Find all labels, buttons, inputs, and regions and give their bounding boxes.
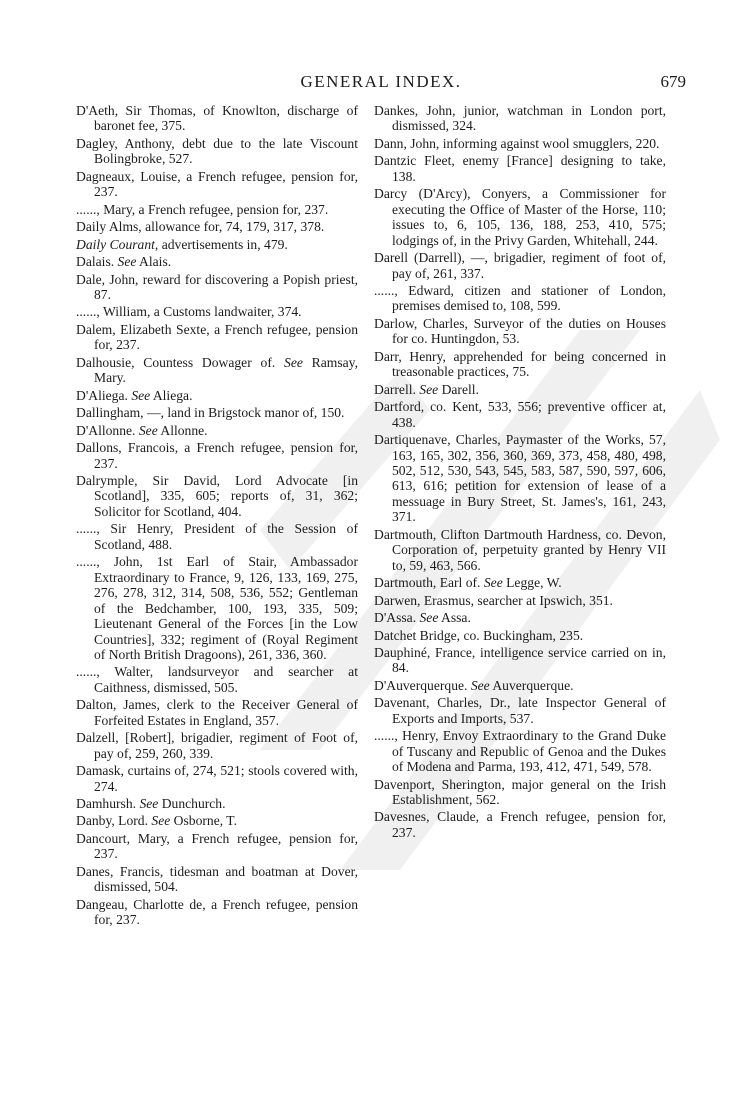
entry-text: Dartmouth, Earl of. xyxy=(374,575,484,591)
index-entry xyxy=(76,169,358,200)
entry-text: ......, Edward, citizen and stationer of London, premises demised to, 108, 599. xyxy=(374,282,666,314)
index-entry xyxy=(374,349,666,380)
entry-reference-text: Osborne, T. xyxy=(170,813,237,829)
entry-text: Damhursh. xyxy=(76,796,140,812)
index-entry xyxy=(374,628,666,643)
index-entry xyxy=(374,432,666,525)
entry-text: Dalzell, [Robert], brigadier, regiment of Foot of, pay of, 259, 260, 339. xyxy=(76,730,358,761)
entry-text: Dancourt, Mary, a French refugee, pension for, 237. xyxy=(76,830,358,862)
entry-text: Damask, curtains of, 274, 521; stools covered with, 274. xyxy=(76,763,358,794)
index-entry xyxy=(76,796,358,811)
entry-text: ......, William, a Customs landwaiter, 374. xyxy=(76,304,302,320)
entry-text: Darr, Henry, apprehended for being concerned in treasonable practices, 75. xyxy=(374,348,666,380)
index-entry xyxy=(374,250,666,281)
index-column-left xyxy=(76,103,358,930)
index-entry xyxy=(76,521,358,552)
index-entry xyxy=(374,777,666,808)
entry-text: ......, Walter, landsurveyor and searcher at Caithness, dismissed, 505. xyxy=(76,664,358,695)
index-entry xyxy=(76,202,358,217)
index-entry xyxy=(76,697,358,728)
index-entry xyxy=(374,186,666,248)
entry-text: Davenport, Sherington, major general on the Irish Establishment, 562. xyxy=(374,776,666,808)
see-reference: See xyxy=(117,254,137,270)
entry-text: ......, Mary, a French refugee, pension for, 237. xyxy=(76,201,329,217)
see-reference: See xyxy=(138,422,158,438)
index-entry xyxy=(374,399,666,430)
index-entry xyxy=(76,304,358,319)
see-reference: See xyxy=(483,575,503,591)
entry-text: Dann, John, informing against wool smugglers, 220. xyxy=(374,135,660,151)
entry-text: Dale, John, reward for discovering a Popish priest, 87. xyxy=(76,271,358,302)
index-column-right xyxy=(374,103,666,842)
entry-text: Darcy (D'Arcy), Conyers, a Commissioner for executing the Office of Master of the Horse, 110; issues to, 6, 105, 136, 188, 253, 410, 575; lodgings of, in the Privy Garden, Whitehall, 244. xyxy=(374,186,666,248)
see-reference: See xyxy=(419,610,439,626)
entry-text: Dartiquenave, Charles, Paymaster of the Works, 57, 163, 165, 302, 356, 360, 369, 373, 458, 480, 498, 502, 512, 530, 543, 545, 583, 587, 590, 597, 606, 613, 616; petition for extension of lease of a messuage in Bury Street, St. James's, 161, 243, 371. xyxy=(374,432,666,525)
entry-text: D'Auverquerque. xyxy=(374,677,471,693)
index-entry xyxy=(76,440,358,471)
index-entry xyxy=(374,382,666,397)
index-entry xyxy=(374,136,666,151)
page-number: 679 xyxy=(660,72,686,91)
entry-text: ......, Henry, Envoy Extraordinary to the Grand Duke of Tuscany and Republic of Genoa and the Dukes of Modena and Parma, 193, 412, 471, 549, 578. xyxy=(374,728,666,775)
see-reference: See xyxy=(139,796,159,812)
index-entry xyxy=(374,678,666,693)
entry-reference-text: Allonne. xyxy=(157,422,208,438)
index-entry xyxy=(76,388,358,403)
index-entry xyxy=(374,728,666,774)
index-entry xyxy=(76,237,358,252)
index-entry xyxy=(76,254,358,269)
index-entry xyxy=(374,316,666,347)
running-head: GENERAL INDEX. xyxy=(300,72,462,91)
entry-text: Dartmouth, Clifton Dartmouth Hardness, co. Devon, Corporation of, perpetuity granted by Henry VII to, 59, 463, 566. xyxy=(374,526,666,573)
entry-text: Dartford, co. Kent, 533, 556; preventive officer at, 438. xyxy=(374,399,666,430)
entry-text: Davesnes, Claude, a French refugee, pension for, 237. xyxy=(374,809,666,840)
see-reference: See xyxy=(419,381,439,397)
entry-text: ......, John, 1st Earl of Stair, Ambassador Extraordinary to France, 9, 126, 133, 169, 275, 276, 278, 312, 314, 508, 536, 552; Gentleman of the Bedchamber, 100, 193, 335, 509; Lieutenant General of the Forces [in the Low Countries], 332; regiment of (Royal Regiment of North British Dragoons), 261, 336, 360. xyxy=(76,554,358,662)
entry-reference-text: Legge, W. xyxy=(502,575,562,591)
index-entry xyxy=(76,763,358,794)
entry-reference-text: Assa. xyxy=(438,610,471,626)
entry-text: Dauphiné, France, intelligence service carried on in, 84. xyxy=(374,644,666,676)
entry-text: Danby, Lord. xyxy=(76,813,152,829)
index-entry xyxy=(374,103,666,134)
index-entry xyxy=(374,645,666,676)
page-header xyxy=(76,72,686,96)
index-entry xyxy=(374,610,666,625)
entry-reference-text: Alais. xyxy=(136,254,172,270)
entry-text: Daily Alms, allowance for, 74, 179, 317, 378. xyxy=(76,219,325,235)
see-reference: See xyxy=(131,387,151,403)
entry-text: Darlow, Charles, Surveyor of the duties on Houses for co. Huntingdon, 53. xyxy=(374,315,666,347)
entry-text: Datchet Bridge, co. Buckingham, 235. xyxy=(374,627,584,643)
see-reference: See xyxy=(470,677,490,693)
entry-text: Dalais. xyxy=(76,254,118,270)
index-entry xyxy=(76,730,358,761)
entry-text: Davenant, Charles, Dr., late Inspector General of Exports and Imports, 537. xyxy=(374,695,666,726)
index-entry xyxy=(76,355,358,386)
index-entry xyxy=(76,831,358,862)
index-entry xyxy=(374,575,666,590)
entry-text: D'Assa. xyxy=(374,610,420,626)
index-entry xyxy=(76,136,358,167)
entry-text: Dalrymple, Sir David, Lord Advocate [in Scotland], 335, 605; reports of, 31, 362; Solicitor for Scotland, 404. xyxy=(76,472,358,519)
entry-text: Dagley, Anthony, debt due to the late Viscount Bolingbroke, 527. xyxy=(76,135,358,167)
index-entry xyxy=(76,219,358,234)
index-entry xyxy=(76,864,358,895)
index-entry xyxy=(76,103,358,134)
entry-text: Dalhousie, Countess Dowager of. xyxy=(76,354,285,370)
see-reference: See xyxy=(284,354,303,370)
entry-text: D'Aeth, Sir Thomas, of Knowlton, discharge of baronet fee, 375. xyxy=(76,103,358,134)
index-entry xyxy=(76,897,358,928)
entry-text: Dalton, James, clerk to the Receiver General of Forfeited Estates in England, 357. xyxy=(76,697,358,728)
index-entry xyxy=(76,554,358,662)
entry-text: D'Allonne. xyxy=(76,422,139,438)
index-entry xyxy=(76,322,358,353)
entry-text: D'Aliega. xyxy=(76,387,132,403)
entry-reference-text: Ramsay, Mary. xyxy=(94,354,358,386)
entry-text: Darrell. xyxy=(374,381,420,397)
entry-reference-text: Darell. xyxy=(438,381,479,397)
index-entry xyxy=(76,473,358,519)
index-entry xyxy=(76,405,358,420)
entry-text: Darwen, Erasmus, searcher at Ipswich, 351. xyxy=(374,592,613,608)
entry-text: Dangeau, Charlotte de, a French refugee, pension for, 237. xyxy=(76,896,358,928)
index-entry xyxy=(76,813,358,828)
entry-text: ......, Sir Henry, President of the Session of Scotland, 488. xyxy=(76,521,358,552)
index-entry xyxy=(374,809,666,840)
index-entry xyxy=(374,593,666,608)
index-entry xyxy=(76,423,358,438)
entry-reference-text: Auverquerque. xyxy=(489,677,574,693)
entry-text: Danes, Francis, tidesman and boatman at Dover, dismissed, 504. xyxy=(76,863,358,895)
entry-text: Dallingham, —, land in Brigstock manor of, 150. xyxy=(76,405,345,421)
entry-text: Darell (Darrell), —, brigadier, regiment of foot of, pay of, 261, 337. xyxy=(374,250,666,281)
entry-text: Dagneaux, Louise, a French refugee, pension for, 237. xyxy=(76,168,358,200)
index-entry xyxy=(374,153,666,184)
index-entry xyxy=(374,695,666,726)
index-entry xyxy=(76,664,358,695)
index-entry xyxy=(374,527,666,573)
entry-text: Dalem, Elizabeth Sexte, a French refugee, pension for, 237. xyxy=(76,321,358,353)
entry-text: Dantzic Fleet, enemy [France] designing to take, 138. xyxy=(374,153,666,184)
entry-text: Dallons, Francois, a French refugee, pension for, 237. xyxy=(76,440,358,471)
index-entry xyxy=(76,272,358,303)
entry-reference-text: Aliega. xyxy=(150,387,193,403)
entry-text: Dankes, John, junior, watchman in London port, dismissed, 324. xyxy=(374,103,666,134)
see-reference: See xyxy=(151,813,171,829)
index-entry xyxy=(374,283,666,314)
entry-italic-text: Daily Courant xyxy=(76,236,155,252)
entry-reference-text: , advertisements in, 479. xyxy=(154,236,288,252)
entry-reference-text: Dunchurch. xyxy=(158,796,226,812)
